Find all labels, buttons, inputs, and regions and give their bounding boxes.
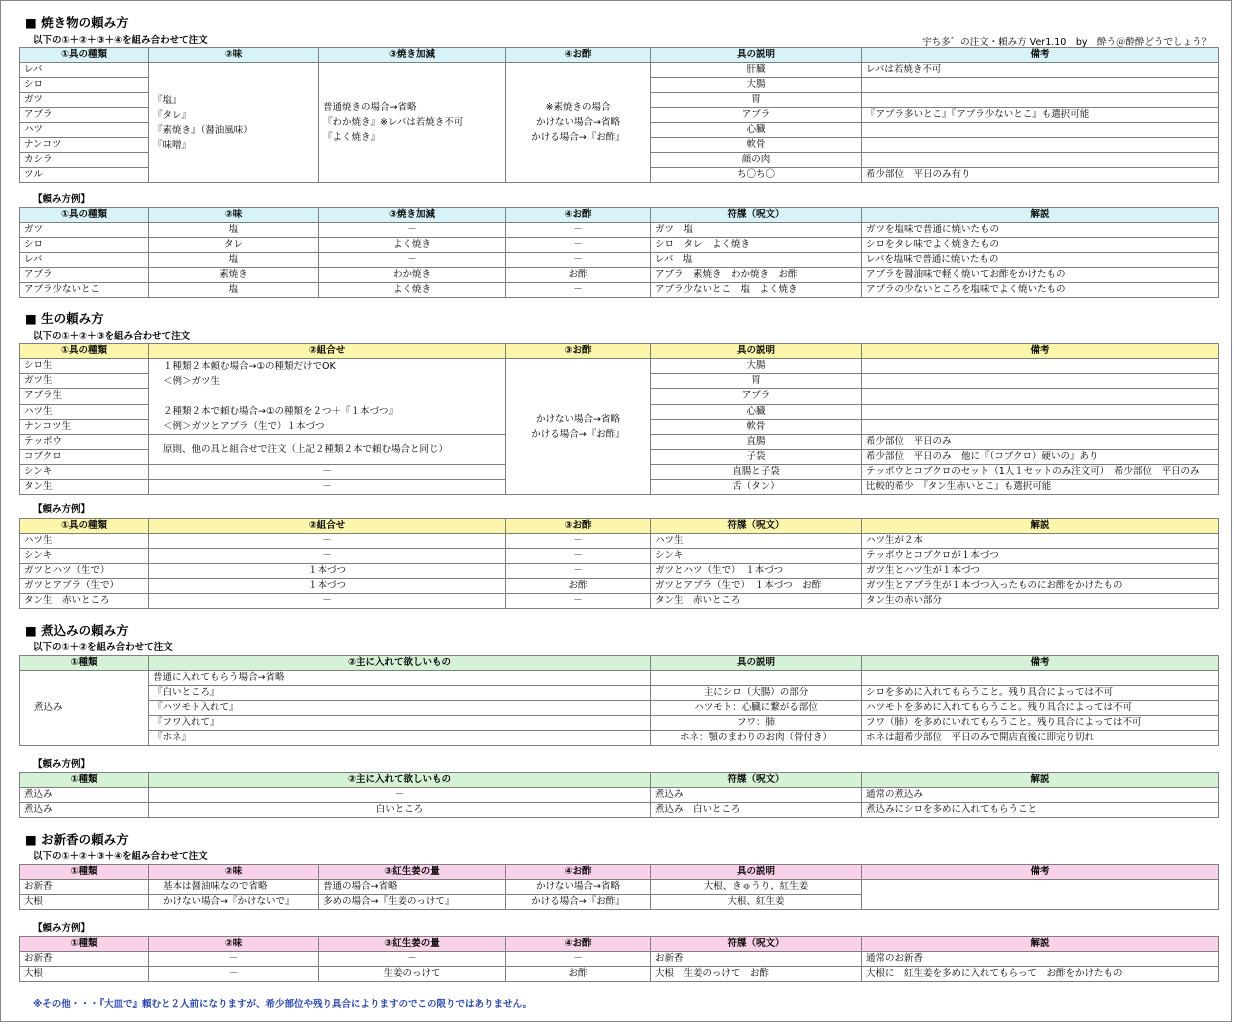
table-row <box>20 594 1219 609</box>
table-row <box>20 686 1219 701</box>
header-cell: ③紅生姜の量 <box>319 937 506 952</box>
header-cell: ③紅生姜の量 <box>319 865 506 880</box>
cell: レバを塩味で普通に焼いたもの <box>862 253 1219 268</box>
table-row <box>20 534 1219 549</box>
cell: シロ タレ よく焼き <box>651 238 862 253</box>
kumiawase-line: ＜例＞ガツ生 <box>163 376 221 387</box>
note-cell: テッポウとコブクロのセット（1人１セットのみ注文可） 希少部位 平日のみ <box>862 465 1219 480</box>
aji-option: かけない場合→『かけないで』 <box>149 895 319 910</box>
header-cell: 備考 <box>862 865 1219 880</box>
header-cell: ①種類 <box>20 773 149 788</box>
desc-cell: 軟骨 <box>651 419 862 434</box>
cell: シロ <box>20 238 149 253</box>
cell: お新香 <box>651 952 862 967</box>
header-cell: ③焼き加減 <box>319 48 506 63</box>
cell: 生姜のっけて <box>319 967 506 982</box>
table-row <box>20 268 1219 283</box>
cell: 煮込み <box>20 788 149 803</box>
desc-cell: 大腸 <box>651 78 862 93</box>
cell: － <box>319 952 506 967</box>
header-cell: 解説 <box>862 519 1219 534</box>
cell: ガツを塩味で普通に焼いたもの <box>862 223 1219 238</box>
desc-cell: アブラ <box>651 389 862 404</box>
kind-cell: 煮込み <box>20 671 149 746</box>
aji-option: 基本は醤油味なので省略 <box>149 880 319 895</box>
cell: レバ <box>20 253 149 268</box>
cell: お酢 <box>506 579 651 594</box>
nama-table <box>19 343 1219 495</box>
table-row <box>20 880 1219 895</box>
cell: 白いところ <box>149 803 651 818</box>
kind-cell: ガツ <box>20 93 149 108</box>
kind-cell: アブラ <box>20 108 149 123</box>
kind-cell: ハツ生 <box>20 404 149 419</box>
kumiawase-cell: － <box>149 465 506 480</box>
header-cell: ②主に入れて欲しいもの <box>149 656 651 671</box>
aji-option: 『素焼き』（醤油風味） <box>153 124 253 136</box>
cell: － <box>506 534 651 549</box>
cell: － <box>319 253 506 268</box>
cell: 煮込みにシロを多めに入れてもらうこと <box>862 803 1219 818</box>
header-cell: ①種類 <box>20 656 149 671</box>
cell: タン生 赤いところ <box>651 594 862 609</box>
table-row <box>20 359 1219 374</box>
aji-options-cell <box>149 63 319 183</box>
cell: － <box>506 564 651 579</box>
nikomi-table <box>19 655 1219 746</box>
desc-cell: 大根、きゅうり、紅生姜 <box>651 880 862 895</box>
osu-option: かけない場合→省略 <box>536 413 620 425</box>
desc-cell: 肝臓 <box>651 63 862 78</box>
cell: アブラ少ないとこ 塩 よく焼き <box>651 283 862 298</box>
cell: シンキ <box>651 549 862 564</box>
cell: － <box>149 549 506 564</box>
table-row <box>20 223 1219 238</box>
note-cell <box>862 671 1219 686</box>
yakimono-table <box>19 47 1219 183</box>
header-cell: ③焼き加減 <box>319 208 506 223</box>
note-cell: 希少部位 平日のみ有り <box>862 168 1219 183</box>
cell: ハツ生 <box>20 534 149 549</box>
note-cell: シロを多めに入れてもらうこと。残り具合によっては不可 <box>862 686 1219 701</box>
kind-cell: ガツ生 <box>20 374 149 389</box>
header-cell: ②味 <box>149 48 319 63</box>
table-row <box>20 283 1219 298</box>
cell: － <box>506 594 651 609</box>
header-cell: ①具の種類 <box>20 519 149 534</box>
note-cell <box>862 389 1219 404</box>
cell: アブラの少ないところを塩味でよく焼いたもの <box>862 283 1219 298</box>
instruction-oshinko: 以下の①＋②＋③＋④を組み合わせて注文 <box>33 851 208 862</box>
table-row <box>20 63 1219 78</box>
kind-cell: ナンコツ生 <box>20 419 149 434</box>
note-cell <box>862 78 1219 93</box>
cell: アブラ少ないとこ <box>20 283 149 298</box>
header-cell: 備考 <box>862 656 1219 671</box>
header-cell: 符牒（呪文） <box>651 937 862 952</box>
cell: 塩 <box>149 283 319 298</box>
cell: タン生の赤い部分 <box>862 594 1219 609</box>
cell: － <box>506 549 651 564</box>
cell: ガツとハツ（生で） <box>20 564 149 579</box>
header-cell: ②味 <box>149 937 319 952</box>
cell: 煮込み <box>20 803 149 818</box>
note-cell <box>862 404 1219 419</box>
desc-cell: 直腸 <box>651 435 862 450</box>
cell: テッポウとコブクロが１本づつ <box>862 549 1219 564</box>
header-cell: ①具の種類 <box>20 208 149 223</box>
aji-option: 『塩』 <box>153 94 182 106</box>
note-cell <box>862 153 1219 168</box>
cell: ガツ生とアブラ生が１本づつ入ったものにお酢をかけたもの <box>862 579 1219 594</box>
cell: お新香 <box>20 952 149 967</box>
cell: 大根 <box>20 967 149 982</box>
osu-option: かけない場合→省略 <box>536 117 620 128</box>
header-cell: 備考 <box>862 344 1219 359</box>
header-cell: 解説 <box>862 773 1219 788</box>
desc-cell: 心臓 <box>651 404 862 419</box>
note-cell: ホネは超希少部位 平日のみで開店直後に即完り切れ <box>862 731 1219 746</box>
kind-cell: シンキ <box>20 465 149 480</box>
cell: － <box>506 283 651 298</box>
header-cell: ②組合せ <box>149 344 506 359</box>
header-cell: 具の説明 <box>651 48 862 63</box>
cell: 煮込み 白いところ <box>651 803 862 818</box>
aji-option: 『タレ』 <box>153 109 192 121</box>
table-header-row <box>20 48 1219 63</box>
cell: アブラを醤油味で軽く焼いてお酢をかけたもの <box>862 268 1219 283</box>
cell: ハツ生 <box>651 534 862 549</box>
cell: １本づつ <box>149 564 506 579</box>
instruction-nama: 以下の①＋②＋③を組み合わせて注文 <box>33 331 191 342</box>
note-cell <box>862 419 1219 434</box>
header-cell: ④お酢 <box>506 937 651 952</box>
header-cell: ②主に入れて欲しいもの <box>149 773 651 788</box>
note-cell: ハツモトを多めに入れてもらうこと。残り具合によっては不可 <box>862 701 1219 716</box>
oshinko-table <box>19 864 1219 910</box>
cell: ガツとアブラ（生で） １本づつ お酢 <box>651 579 862 594</box>
note-cell: 比較的希少 『タン生赤いとこ』も選択可能 <box>862 480 1219 495</box>
example-label-nikomi: 【頼み方例】 <box>33 759 91 770</box>
yaki-option: 『わか焼き』※レバは若焼き不可 <box>323 117 464 128</box>
kind-cell: コブクロ <box>20 450 149 465</box>
header-cell: ①種類 <box>20 865 149 880</box>
table-row <box>20 788 1219 803</box>
kind-cell: シロ生 <box>20 359 149 374</box>
cell: シロをタレ味でよく焼きたもの <box>862 238 1219 253</box>
cell: よく焼き <box>319 283 506 298</box>
kind-cell: カシラ <box>20 153 149 168</box>
option-cell: 『フワ入れて』 <box>149 716 651 731</box>
aji-option: 『味噌』 <box>153 139 192 151</box>
osu-option: ※素焼きの場合 <box>545 102 611 113</box>
table-row <box>20 671 1219 686</box>
kind-cell: お新香 <box>20 880 149 895</box>
note-cell <box>862 359 1219 374</box>
oshinko-example-table <box>19 936 1219 982</box>
kind-cell: タン生 <box>20 480 149 495</box>
table-header-row <box>20 344 1219 359</box>
cell: １本づつ <box>149 579 506 594</box>
cell: 塩 <box>149 223 319 238</box>
osu-options-cell <box>506 63 651 183</box>
cell: － <box>149 534 506 549</box>
option-cell: 『白いところ』 <box>149 686 651 701</box>
desc-cell: 直腸と子袋 <box>651 465 862 480</box>
cell: 塩 <box>149 253 319 268</box>
cell: － <box>149 594 506 609</box>
kumiawase-cell <box>149 359 506 435</box>
table-header-row <box>20 773 1219 788</box>
section-title-oshinko: ■ お新香の頼み方 <box>25 832 129 847</box>
section-title-nama: ■ 生の頼み方 <box>25 311 104 326</box>
header-cell: ③お酢 <box>506 519 651 534</box>
cell: － <box>149 952 319 967</box>
cell: タレ <box>149 238 319 253</box>
osu-option: かける場合→『お酢』 <box>531 428 625 440</box>
header-cell: ②味 <box>149 208 319 223</box>
header-cell: ④お酢 <box>506 48 651 63</box>
note-cell <box>862 123 1219 138</box>
cell: 素焼き <box>149 268 319 283</box>
cell: 通常のお新香 <box>862 952 1219 967</box>
nikomi-example-table <box>19 772 1219 818</box>
note-cell: フワ（肺）を多めにいれてもらうこと。残り具合によっては不可 <box>862 716 1219 731</box>
note-cell <box>862 880 1219 910</box>
yaki-options-cell <box>319 63 506 183</box>
kumiawase-cell: － <box>149 480 506 495</box>
shoga-option: 多めの場合→『生姜のっけて』 <box>319 895 506 910</box>
kind-cell: 大根 <box>20 895 149 910</box>
table-header-row <box>20 865 1219 880</box>
cell: － <box>149 967 319 982</box>
desc-cell: 胃 <box>651 374 862 389</box>
note-cell: 希少部位 平日のみ 他に『（コブクロ）硬いの』あり <box>862 450 1219 465</box>
instruction-yakimono: 以下の①＋②＋③＋④を組み合わせて注文 <box>33 35 208 46</box>
cell: － <box>506 223 651 238</box>
cell: － <box>506 952 651 967</box>
header-cell: 解説 <box>862 937 1219 952</box>
cell: シンキ <box>20 549 149 564</box>
osu-option: かける場合→『お酢』 <box>506 895 651 910</box>
section-title-yakimono: ■ 焼き物の頼み方 <box>25 15 129 30</box>
option-cell: 普通に入れてもらう場合→省略 <box>149 671 651 686</box>
kumiawase-line: １種類２本頼む場合→①の種類だけでOK <box>163 361 336 372</box>
header-cell: 符牒（呪文） <box>651 773 862 788</box>
desc-cell: ち〇ち〇 <box>651 168 862 183</box>
osu-options-cell <box>506 359 651 495</box>
cell: 通常の煮込み <box>862 788 1219 803</box>
note-cell: レバは若焼き不可 <box>862 63 1219 78</box>
table-row <box>20 731 1219 746</box>
table-header-row <box>20 519 1219 534</box>
cell: ガツ <box>20 223 149 238</box>
yaki-option: 『よく焼き』 <box>323 132 381 143</box>
shoga-option: 普通の場合→省略 <box>319 880 506 895</box>
header-cell: 具の説明 <box>651 865 862 880</box>
header-cell: 符牒（呪文） <box>651 208 862 223</box>
table-header-row <box>20 937 1219 952</box>
header-cell: ②味 <box>149 865 319 880</box>
cell: 煮込み <box>651 788 862 803</box>
desc-cell: 軟骨 <box>651 138 862 153</box>
example-label-yakimono: 【頼み方例】 <box>33 194 91 205</box>
table-row <box>20 253 1219 268</box>
header-cell: ④お酢 <box>506 208 651 223</box>
desc-cell: ホネ：顎のまわりのお肉（骨付き） <box>651 731 862 746</box>
cell: レバ 塩 <box>651 253 862 268</box>
desc-cell: 胃 <box>651 93 862 108</box>
option-cell: 『ハツモト入れて』 <box>149 701 651 716</box>
desc-cell: 顔の肉 <box>651 153 862 168</box>
desc-cell: 大腸 <box>651 359 862 374</box>
kind-cell: ナンコツ <box>20 138 149 153</box>
header-cell: 解説 <box>862 208 1219 223</box>
kind-cell: テッポウ <box>20 435 149 450</box>
desc-cell: 舌（タン） <box>651 480 862 495</box>
header-cell: ①具の種類 <box>20 48 149 63</box>
cell: タン生 赤いところ <box>20 594 149 609</box>
table-row <box>20 967 1219 982</box>
note-cell <box>862 138 1219 153</box>
example-label-nama: 【頼み方例】 <box>33 504 91 515</box>
cell: － <box>506 253 651 268</box>
header-cell: ④お酢 <box>506 865 651 880</box>
table-row <box>20 701 1219 716</box>
desc-cell: ハツモト：心臓に繋がる部位 <box>651 701 862 716</box>
table-row <box>20 803 1219 818</box>
cell: ハツ生が２本 <box>862 534 1219 549</box>
cell: － <box>319 223 506 238</box>
cell: － <box>149 788 651 803</box>
note-cell: 希少部位 平日のみ <box>862 435 1219 450</box>
table-header-row <box>20 656 1219 671</box>
desc-cell: 心臓 <box>651 123 862 138</box>
header-cell: ②組合せ <box>149 519 506 534</box>
option-cell: 『ホネ』 <box>149 731 651 746</box>
table-row <box>20 716 1219 731</box>
kind-cell: シロ <box>20 78 149 93</box>
table-row <box>20 238 1219 253</box>
osu-option: かけない場合→省略 <box>506 880 651 895</box>
header-cell: 具の説明 <box>651 656 862 671</box>
yakimono-example-table <box>19 207 1219 298</box>
table-row <box>20 579 1219 594</box>
kind-cell: アブラ生 <box>20 389 149 404</box>
desc-cell: 主にシロ（大腸）の部分 <box>651 686 862 701</box>
cell: ガツ 塩 <box>651 223 862 238</box>
nama-example-table <box>19 518 1219 609</box>
kind-cell: レバ <box>20 63 149 78</box>
note-cell: 『アブラ多いとこ』『アブラ少ないとこ』も選択可能 <box>862 108 1219 123</box>
header-cell: 具の説明 <box>651 344 862 359</box>
kumiawase-line: ２種類２本で頼む場合→①の種類を２つ＋『１本づつ』 <box>163 406 398 417</box>
table-row <box>20 549 1219 564</box>
cell: ガツとアブラ（生で） <box>20 579 149 594</box>
section-title-nikomi: ■ 煮込みの頼み方 <box>25 623 129 638</box>
cell: アブラ <box>20 268 149 283</box>
header-cell: 備考 <box>862 48 1219 63</box>
header-cell: 符牒（呪文） <box>651 519 862 534</box>
kind-cell: ハツ <box>20 123 149 138</box>
cell: ガツ生とハツ生が１本づつ <box>862 564 1219 579</box>
cell: お酢 <box>506 268 651 283</box>
cell: わか焼き <box>319 268 506 283</box>
table-row <box>20 952 1219 967</box>
note-cell <box>862 374 1219 389</box>
desc-cell: フワ：肺 <box>651 716 862 731</box>
example-label-oshinko: 【頼み方例】 <box>33 923 91 934</box>
cell: よく焼き <box>319 238 506 253</box>
footer-note: ※その他・・・『大皿で』頼むと２人前になりますが、希少部位や残り具合によりますのでこの限りではありません。 <box>33 999 533 1010</box>
desc-cell <box>651 671 862 686</box>
cell: お酢 <box>506 967 651 982</box>
instruction-nikomi: 以下の①＋②を組み合わせて注文 <box>33 642 173 653</box>
note-cell <box>862 93 1219 108</box>
yaki-option: 普通焼きの場合→省略 <box>323 102 417 113</box>
kumiawase-cell: 原則、他の具と組合せで注文（上記２種類２本で頼む場合と同じ） <box>149 435 506 465</box>
desc-cell: 子袋 <box>651 450 862 465</box>
cell: － <box>506 238 651 253</box>
header-cell: ①種類 <box>20 937 149 952</box>
header-cell: ③お酢 <box>506 344 651 359</box>
desc-cell: アブラ <box>651 108 862 123</box>
kind-cell: ツル <box>20 168 149 183</box>
cell: 大根 生姜のっけて お酢 <box>651 967 862 982</box>
table-row <box>20 564 1219 579</box>
version-credit: 宇ち多゛の注文・頼み方 Ver1.10 by 酔う＠酔酔どうでしょう？ <box>922 37 1211 48</box>
osu-option: かける場合→『お酢』 <box>531 132 625 143</box>
cell: 大根に 紅生姜を多めに入れてもらって お酢をかけたもの <box>862 967 1219 982</box>
header-cell: ①具の種類 <box>20 344 149 359</box>
cell: アブラ 素焼き わか焼き お酢 <box>651 268 862 283</box>
table-header-row <box>20 208 1219 223</box>
cell: ガツとハツ（生で） １本づつ <box>651 564 862 579</box>
kumiawase-line: ＜例＞ガツとアブラ（生で）１本づつ <box>163 421 325 432</box>
desc-cell: 大根、紅生姜 <box>651 895 862 910</box>
